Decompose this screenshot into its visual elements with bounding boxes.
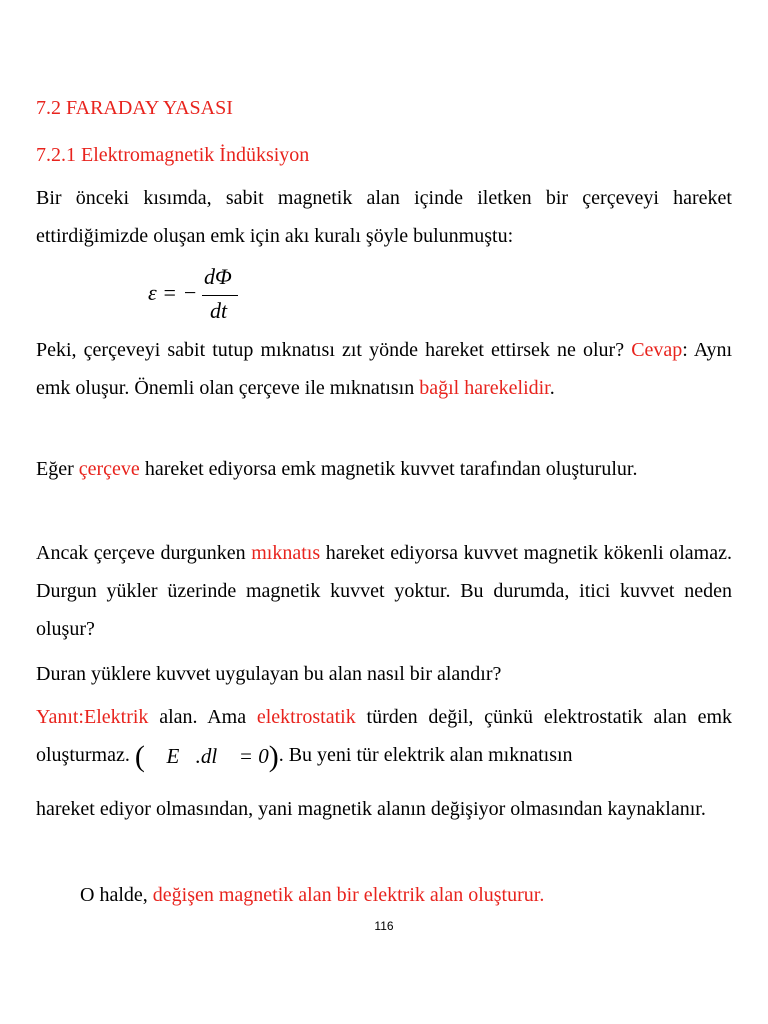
- p6-text2: türden değil, çünkü elektrostatik alan emk oluşturmaz.: [36, 706, 733, 766]
- paragraph-question: [36, 331, 732, 407]
- subsection-title: 7.2.1 Elektromagnetik İndüksiyon: [36, 144, 310, 166]
- paragraph-intro: Bir önceki kısımda, sabit magnetik alan içinde iletken bir çerçeveyi hareket ettirdiğimizde oluşan emk için akı kuralı şöyle bulunmuştu:: [36, 187, 732, 247]
- formula-numerator: dΦ: [204, 264, 232, 289]
- closed-loop-integral: [135, 737, 279, 776]
- paragraph-cause: hareket ediyor olmasından, yani magnetik alanın değişiyor olmasından kaynaklanır.: [36, 798, 706, 820]
- answer-electric-highlight: Yanıt:Elektrik: [36, 706, 149, 728]
- document-page: [36, 0, 732, 1024]
- p2-text2: : Aynı emk oluşur. Önemli olan çerçeve ile mıknatısın: [36, 339, 733, 399]
- page-number: 116: [374, 919, 394, 933]
- p3-text2: hareket ediyorsa emk magnetik kuvvet tarafından oluşturulur.: [139, 458, 638, 480]
- left-paren: (: [134, 739, 145, 773]
- paragraph-magnet-moving: [36, 534, 732, 648]
- p8-text1: O halde,: [80, 884, 153, 906]
- relative-motion-highlight: bağıl harekelidir: [419, 377, 550, 399]
- p2-text3: .: [549, 377, 555, 399]
- p3-text1: Eğer: [36, 458, 79, 480]
- paragraph-conclusion: [80, 876, 544, 914]
- formula-denominator: dt: [210, 298, 228, 323]
- p4-text1: Ancak çerçeve durgunken: [36, 542, 252, 564]
- magnet-highlight: mıknatıs: [251, 542, 321, 564]
- conclusion-highlight: değişen magnetik alan bir elektrik alan oluşturur.: [152, 884, 545, 906]
- electrostatic-highlight: elektrostatik: [256, 706, 356, 728]
- paragraph-frame-moving: [36, 450, 732, 488]
- p6-text3: . Bu yeni tür elektrik alan mıknatısın: [278, 744, 573, 766]
- paragraph-answer: [36, 698, 732, 776]
- paragraph-field-question: Duran yüklere kuvvet uygulayan bu alan nasıl bir alandır?: [36, 663, 502, 685]
- frame-highlight: çerçeve: [78, 458, 140, 480]
- answer-label: Cevap: [631, 339, 683, 361]
- faraday-formula: [148, 266, 268, 326]
- integral-equation: ∮ E⃗.dl⃗ = 0: [144, 743, 269, 768]
- formula-lhs: ε = −: [148, 280, 198, 305]
- right-paren: ): [268, 739, 279, 773]
- p6-text1: alan. Ama: [148, 706, 257, 728]
- p2-text1: Peki, çerçeveyi sabit tutup mıknatısı zıt yönde hareket ettirsek ne olur?: [36, 339, 632, 361]
- section-title: 7.2 FARADAY YASASI: [36, 97, 233, 119]
- fraction-bar: [202, 295, 238, 296]
- p4-text2: hareket ediyorsa kuvvet magnetik kökenli olamaz. Durgun yükler üzerinde magnetik kuvvet yoktur. Bu durumda, itici kuvvet neden oluşur?: [36, 542, 732, 640]
